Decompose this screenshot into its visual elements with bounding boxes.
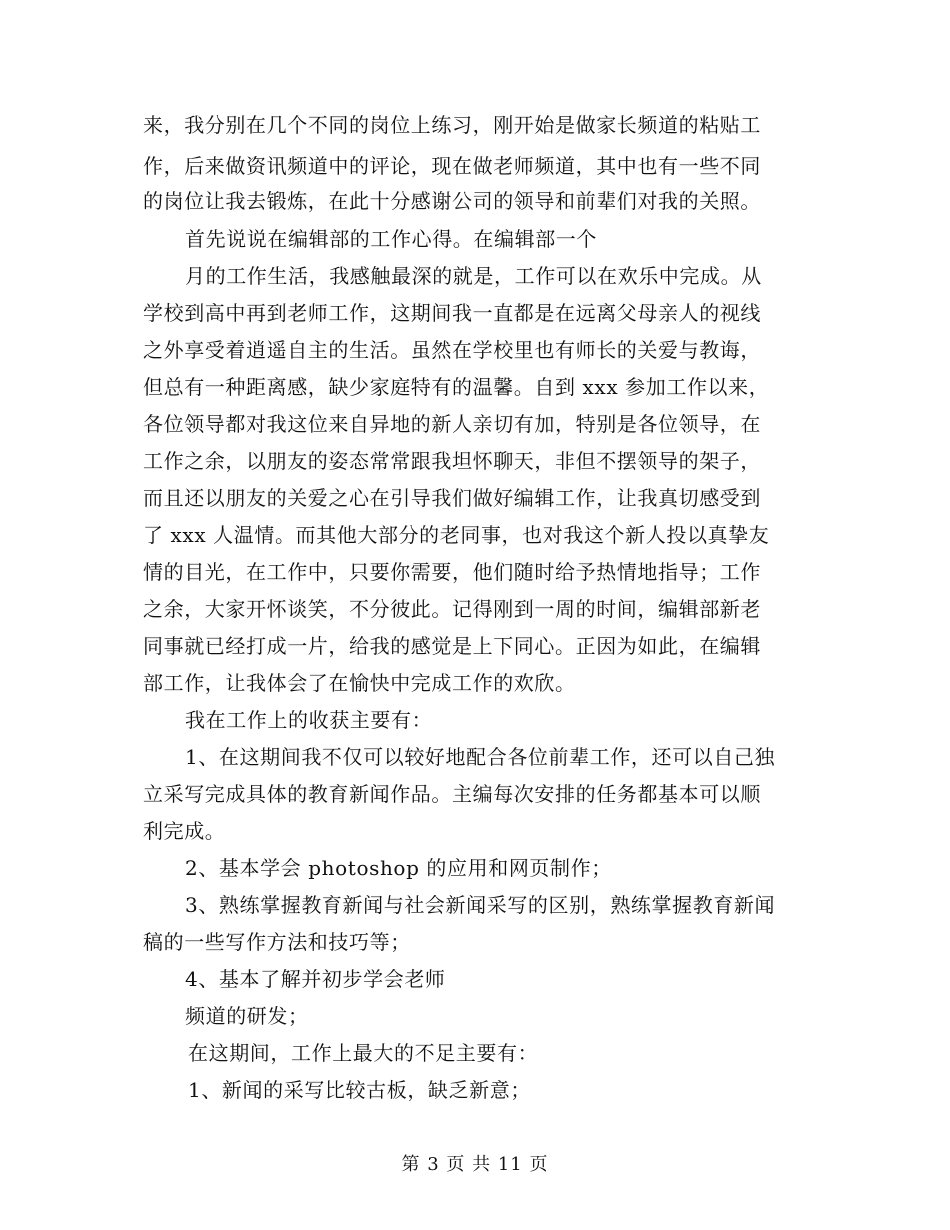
text-line-21: 2、基本学会 photoshop 的应用和网页制作； bbox=[185, 856, 612, 880]
text-line-4: 首先说说在编辑部的工作心得。在编辑部一个 bbox=[185, 227, 597, 251]
text-line-8: 但总有一种距离感，缺少家庭特有的温馨。自到 xxx 参加工作以来， bbox=[143, 375, 770, 399]
text-line-10: 工作之余，以朋友的姿态常常跟我坦怀聊天，非但不摆领导的架子， bbox=[143, 449, 761, 473]
text-line-2: 作，后来做资讯频道中的评论，现在做老师频道，其中也有一些不同 bbox=[143, 154, 761, 178]
text-line-25: 频道的研发； bbox=[185, 1004, 309, 1028]
text-line-17: 我在工作上的收获主要有： bbox=[185, 708, 433, 732]
page-number-footer: 第 3 页 共 11 页 bbox=[401, 1154, 549, 1175]
text-line-16: 部工作，让我体会了在愉快中完成工作的欢欣。 bbox=[143, 671, 576, 695]
text-line-7: 之外享受着逍遥自主的生活。虽然在学校里也有师长的关爱与教诲， bbox=[143, 338, 761, 362]
text-line-24: 4、基本了解并初步学会老师 bbox=[185, 967, 446, 991]
text-line-1: 来，我分别在几个不同的岗位上练习，刚开始是做家长频道的粘贴工 bbox=[143, 113, 761, 137]
text-line-13: 情的目光，在工作中，只要你需要，他们随时给予热情地指导；工作 bbox=[143, 560, 761, 584]
text-line-3: 的岗位让我去锻炼，在此十分感谢公司的领导和前辈们对我的关照。 bbox=[143, 189, 761, 213]
text-line-27: 1、新闻的采写比较古板，缺乏新意； bbox=[188, 1078, 531, 1102]
text-line-20: 利完成。 bbox=[143, 819, 226, 843]
text-line-5: 月的工作生活，我感触最深的就是，工作可以在欢乐中完成。从 bbox=[185, 264, 762, 288]
text-line-12: 了 xxx 人温情。而其他大部分的老同事，也对我这个新人投以真挚友 bbox=[143, 523, 770, 547]
text-line-9: 各位领导都对我这位来自异地的新人亲切有加，特别是各位领导，在 bbox=[143, 412, 761, 436]
text-line-19: 立采写完成具体的教育新闻作品。主编每次安排的任务都基本可以顺 bbox=[143, 782, 761, 806]
text-line-18: 1、在这期间我不仅可以较好地配合各位前辈工作，还可以自己独 bbox=[185, 745, 776, 769]
text-line-14: 之余，大家开怀谈笑，不分彼此。记得刚到一周的时间，编辑部新老 bbox=[143, 597, 761, 621]
text-line-26: 在这期间，工作上最大的不足主要有： bbox=[188, 1041, 539, 1065]
text-line-6: 学校到高中再到老师工作，这期间我一直都是在远离父母亲人的视线 bbox=[143, 301, 761, 325]
text-line-22: 3、熟练掌握教育新闻与社会新闻采写的区别，熟练掌握教育新闻 bbox=[185, 893, 776, 917]
text-line-11: 而且还以朋友的关爱之心在引导我们做好编辑工作，让我真切感受到 bbox=[143, 486, 761, 510]
text-line-15: 同事就已经打成一片，给我的感觉是上下同心。正因为如此，在编辑 bbox=[143, 634, 761, 658]
text-line-23: 稿的一些写作方法和技巧等； bbox=[143, 930, 411, 954]
